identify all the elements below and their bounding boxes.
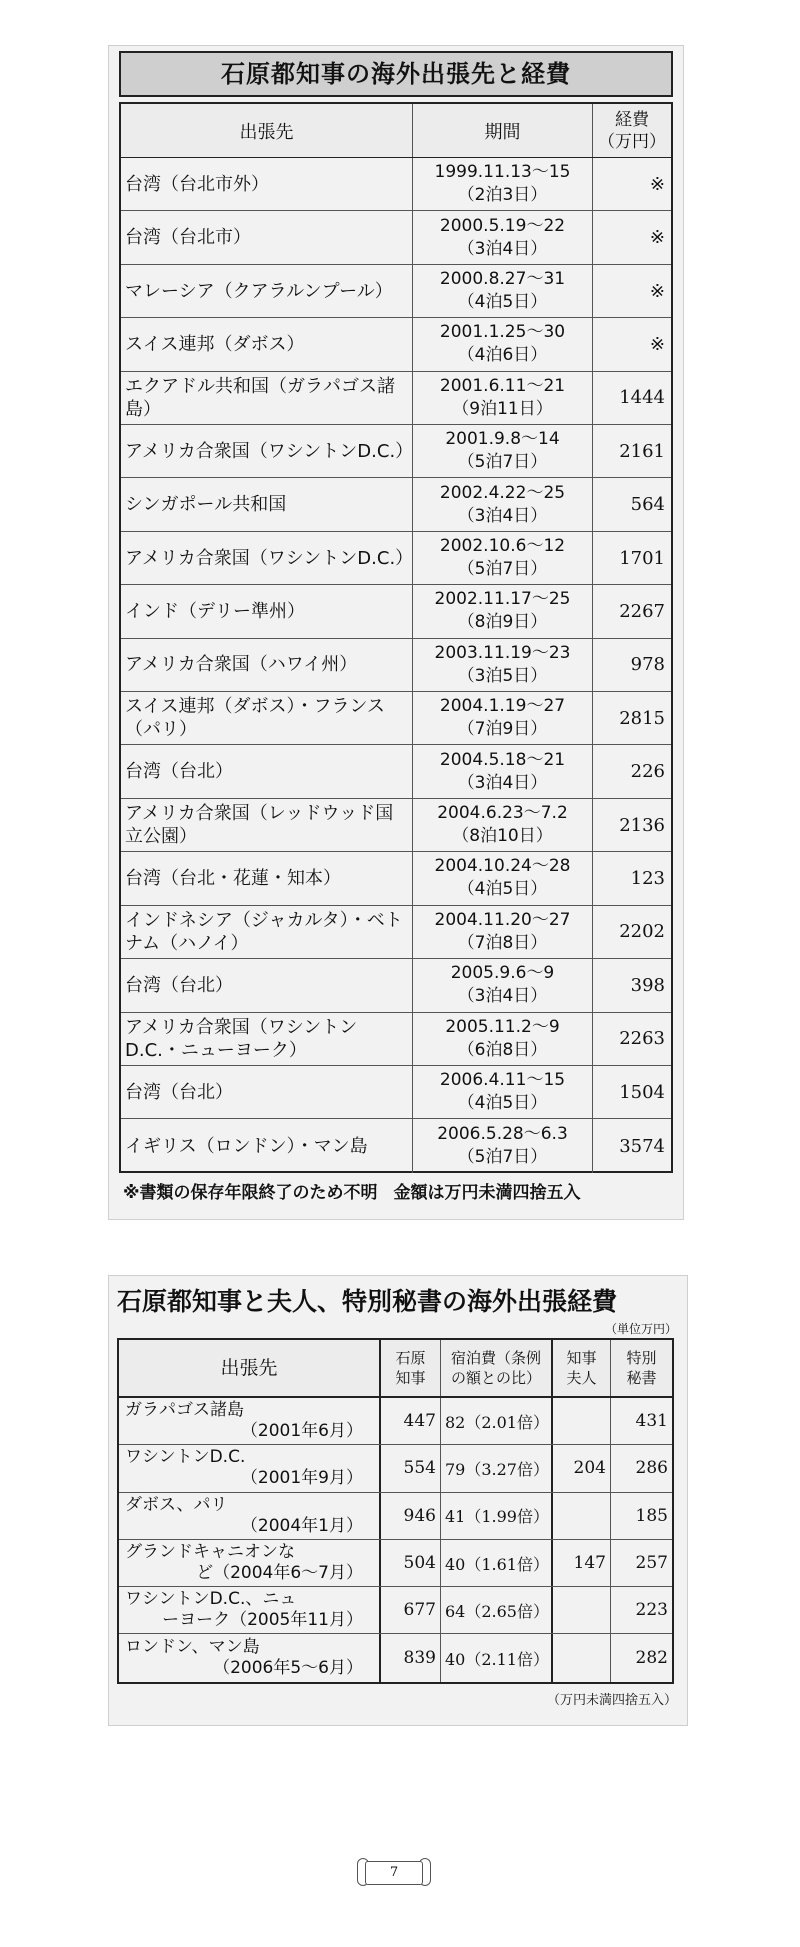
rounding-footnote: （万円未満四捨五入） <box>546 1693 677 1708</box>
footnote-rounding: 金額は万円未満四捨五入 <box>393 1183 581 1203</box>
row-wife <box>553 1493 611 1539</box>
row-cost: 2263 <box>619 1028 665 1050</box>
row-period: 2003.11.19〜23 （3泊5日） <box>413 639 593 691</box>
row-governor: 677 <box>381 1587 441 1633</box>
table-row <box>121 318 671 371</box>
row-destination: 台湾（台北） <box>121 959 413 1011</box>
table-row <box>121 211 671 264</box>
row-cost: 2161 <box>619 440 665 462</box>
row-secretary: 223 <box>635 1600 668 1621</box>
row-cost: 226 <box>630 761 665 783</box>
row-destination: アメリカ合衆国（ハワイ州） <box>121 639 413 691</box>
row-governor: 839 <box>381 1634 441 1681</box>
expense-breakdown-header <box>119 1340 672 1398</box>
row-period: 2004.5.18〜21 （3泊4日） <box>413 745 593 797</box>
row-cost: ※ <box>649 333 665 355</box>
page-number: 7 <box>365 1861 423 1885</box>
row-period: 2005.9.6〜9 （3泊4日） <box>413 959 593 1011</box>
row-cost: ※ <box>649 227 665 249</box>
row-period: 2001.1.25〜30 （4泊6日） <box>413 318 593 370</box>
row-destination: スイス連邦（ダボス） <box>121 318 413 370</box>
expense-breakdown-title: 石原都知事と夫人、特別秘書の海外出張経費 <box>117 1287 618 1316</box>
row-cost: 2136 <box>619 814 665 836</box>
row-destination: ロンドン、マン島 （2006年5〜6月） <box>119 1634 381 1681</box>
row-cost: 1444 <box>619 387 665 409</box>
row-wife <box>553 1398 611 1444</box>
header-destination: 出張先 <box>119 1340 381 1396</box>
row-destination: アメリカ合衆国（レッドウッド国立公園） <box>121 799 413 851</box>
row-period: 1999.11.13〜15 （2泊3日） <box>413 158 593 210</box>
table-row <box>119 1398 672 1445</box>
unit-label: （単位万円） <box>604 1322 677 1336</box>
row-destination: アメリカ合衆国（ワシントンD.C.・ニューヨーク） <box>121 1013 413 1065</box>
header-cost-line2: （万円） <box>598 131 666 152</box>
row-period: 2004.10.24〜28 （4泊5日） <box>413 852 593 904</box>
row-wife: 147 <box>553 1540 611 1586</box>
trip-list-footnote <box>123 1178 683 1203</box>
header-destination: 出張先 <box>121 104 413 157</box>
table-row <box>121 1066 671 1119</box>
row-lodging: 40（1.61倍） <box>441 1540 553 1586</box>
table-row <box>121 906 671 959</box>
row-cost: 123 <box>630 867 665 889</box>
table-row <box>121 692 671 745</box>
row-destination: エクアドル共和国（ガラパゴス諸島） <box>121 372 413 424</box>
table-row <box>119 1634 672 1681</box>
header-governor: 石原 知事 <box>381 1340 441 1396</box>
row-destination: 台湾（台北） <box>121 1066 413 1118</box>
row-governor: 447 <box>381 1398 441 1444</box>
row-destination: グランドキャニオンな ど（2004年6〜7月） <box>119 1540 381 1586</box>
header-period: 期間 <box>413 104 593 157</box>
row-lodging: 79（3.27倍） <box>441 1445 553 1491</box>
row-destination: 台湾（台北市外） <box>121 158 413 210</box>
row-period: 2004.1.19〜27 （7泊9日） <box>413 692 593 744</box>
row-destination: ワシントンD.C.、ニュ ーヨーク（2005年11月） <box>119 1587 381 1633</box>
row-destination: アメリカ合衆国（ワシントンD.C.） <box>121 425 413 477</box>
row-period: 2001.6.11〜21 （9泊11日） <box>413 372 593 424</box>
table-row <box>121 425 671 478</box>
header-cost-line1: 経費 <box>615 109 649 130</box>
row-destination: インド（デリー準州） <box>121 585 413 637</box>
row-governor: 946 <box>381 1493 441 1539</box>
row-cost: 3574 <box>619 1135 665 1157</box>
row-lodging: 82（2.01倍） <box>441 1398 553 1444</box>
row-cost: ※ <box>649 173 665 195</box>
trip-list-clipping <box>108 45 684 1220</box>
row-cost: ※ <box>649 280 665 302</box>
row-period: 2000.8.27〜31 （4泊5日） <box>413 265 593 317</box>
row-destination: ダボス、パリ （2004年1月） <box>119 1493 381 1539</box>
table-row <box>121 852 671 905</box>
row-period: 2002.11.17〜25 （8泊9日） <box>413 585 593 637</box>
row-destination: インドネシア（ジャカルタ）・ベトナム（ハノイ） <box>121 906 413 958</box>
table-row <box>121 532 671 585</box>
row-destination: 台湾（台北・花蓮・知本） <box>121 852 413 904</box>
row-secretary: 286 <box>635 1458 668 1479</box>
trip-list-title: 石原都知事の海外出張先と経費 <box>119 51 673 97</box>
row-destination: ガラパゴス諸島 （2001年6月） <box>119 1398 381 1444</box>
table-row <box>121 799 671 852</box>
row-lodging: 40（2.11倍） <box>441 1634 553 1681</box>
table-row <box>121 585 671 638</box>
expense-breakdown-table <box>117 1338 674 1684</box>
header-cost <box>593 104 671 157</box>
row-period: 2001.9.8〜14 （5泊7日） <box>413 425 593 477</box>
row-lodging: 64（2.65倍） <box>441 1587 553 1633</box>
row-cost: 978 <box>630 654 665 676</box>
row-destination: スイス連邦（ダボス）・フランス（パリ） <box>121 692 413 744</box>
row-wife <box>553 1634 611 1681</box>
row-cost: 398 <box>630 974 665 996</box>
row-secretary: 282 <box>635 1648 668 1669</box>
table-row <box>121 158 671 211</box>
row-period: 2006.4.11〜15 （4泊5日） <box>413 1066 593 1118</box>
row-cost: 2815 <box>619 707 665 729</box>
table-row <box>119 1587 672 1634</box>
row-cost: 564 <box>630 494 665 516</box>
table-row <box>119 1540 672 1587</box>
page-number-scroll <box>355 1858 433 1888</box>
header-lodging: 宿泊費（条例 の額との比） <box>441 1340 553 1396</box>
row-period: 2000.5.19〜22 （3泊4日） <box>413 211 593 263</box>
footnote-unknown: ※書類の保存年限終了のため不明 <box>123 1183 378 1203</box>
row-period: 2002.10.6〜12 （5泊7日） <box>413 532 593 584</box>
row-period: 2006.5.28〜6.3 （5泊7日） <box>413 1119 593 1172</box>
row-destination: 台湾（台北） <box>121 745 413 797</box>
row-cost: 1504 <box>619 1081 665 1103</box>
row-period: 2005.11.2〜9 （6泊8日） <box>413 1013 593 1065</box>
row-destination: マレーシア（クアラルンプール） <box>121 265 413 317</box>
trip-list-header <box>119 102 673 158</box>
table-row <box>121 745 671 798</box>
row-lodging: 41（1.99倍） <box>441 1493 553 1539</box>
row-destination: ワシントンD.C. （2001年9月） <box>119 1445 381 1491</box>
table-row <box>119 1445 672 1492</box>
table-row <box>121 372 671 425</box>
row-cost: 1701 <box>619 547 665 569</box>
row-destination: シンガポール共和国 <box>121 478 413 530</box>
row-secretary: 185 <box>635 1505 668 1526</box>
row-destination: 台湾（台北市） <box>121 211 413 263</box>
header-wife: 知事 夫人 <box>553 1340 611 1396</box>
trip-list-body <box>119 158 673 1173</box>
row-wife: 204 <box>553 1445 611 1491</box>
row-secretary: 431 <box>635 1411 668 1432</box>
row-governor: 554 <box>381 1445 441 1491</box>
row-destination: アメリカ合衆国（ワシントンD.C.） <box>121 532 413 584</box>
table-row <box>119 1493 672 1540</box>
table-row <box>121 1119 671 1172</box>
table-row <box>121 959 671 1012</box>
row-destination: イギリス（ロンドン）・マン島 <box>121 1119 413 1172</box>
table-row <box>121 478 671 531</box>
header-secretary: 特別 秘書 <box>626 1349 657 1387</box>
row-wife <box>553 1587 611 1633</box>
row-cost: 2267 <box>619 600 665 622</box>
table-row <box>121 1013 671 1066</box>
table-row <box>121 639 671 692</box>
expense-breakdown-clipping <box>108 1275 688 1726</box>
row-period: 2002.4.22〜25 （3泊4日） <box>413 478 593 530</box>
row-governor: 504 <box>381 1540 441 1586</box>
row-secretary: 257 <box>635 1553 668 1574</box>
row-period: 2004.6.23〜7.2 （8泊10日） <box>413 799 593 851</box>
row-cost: 2202 <box>619 921 665 943</box>
row-period: 2004.11.20〜27 （7泊8日） <box>413 906 593 958</box>
table-row <box>121 265 671 318</box>
